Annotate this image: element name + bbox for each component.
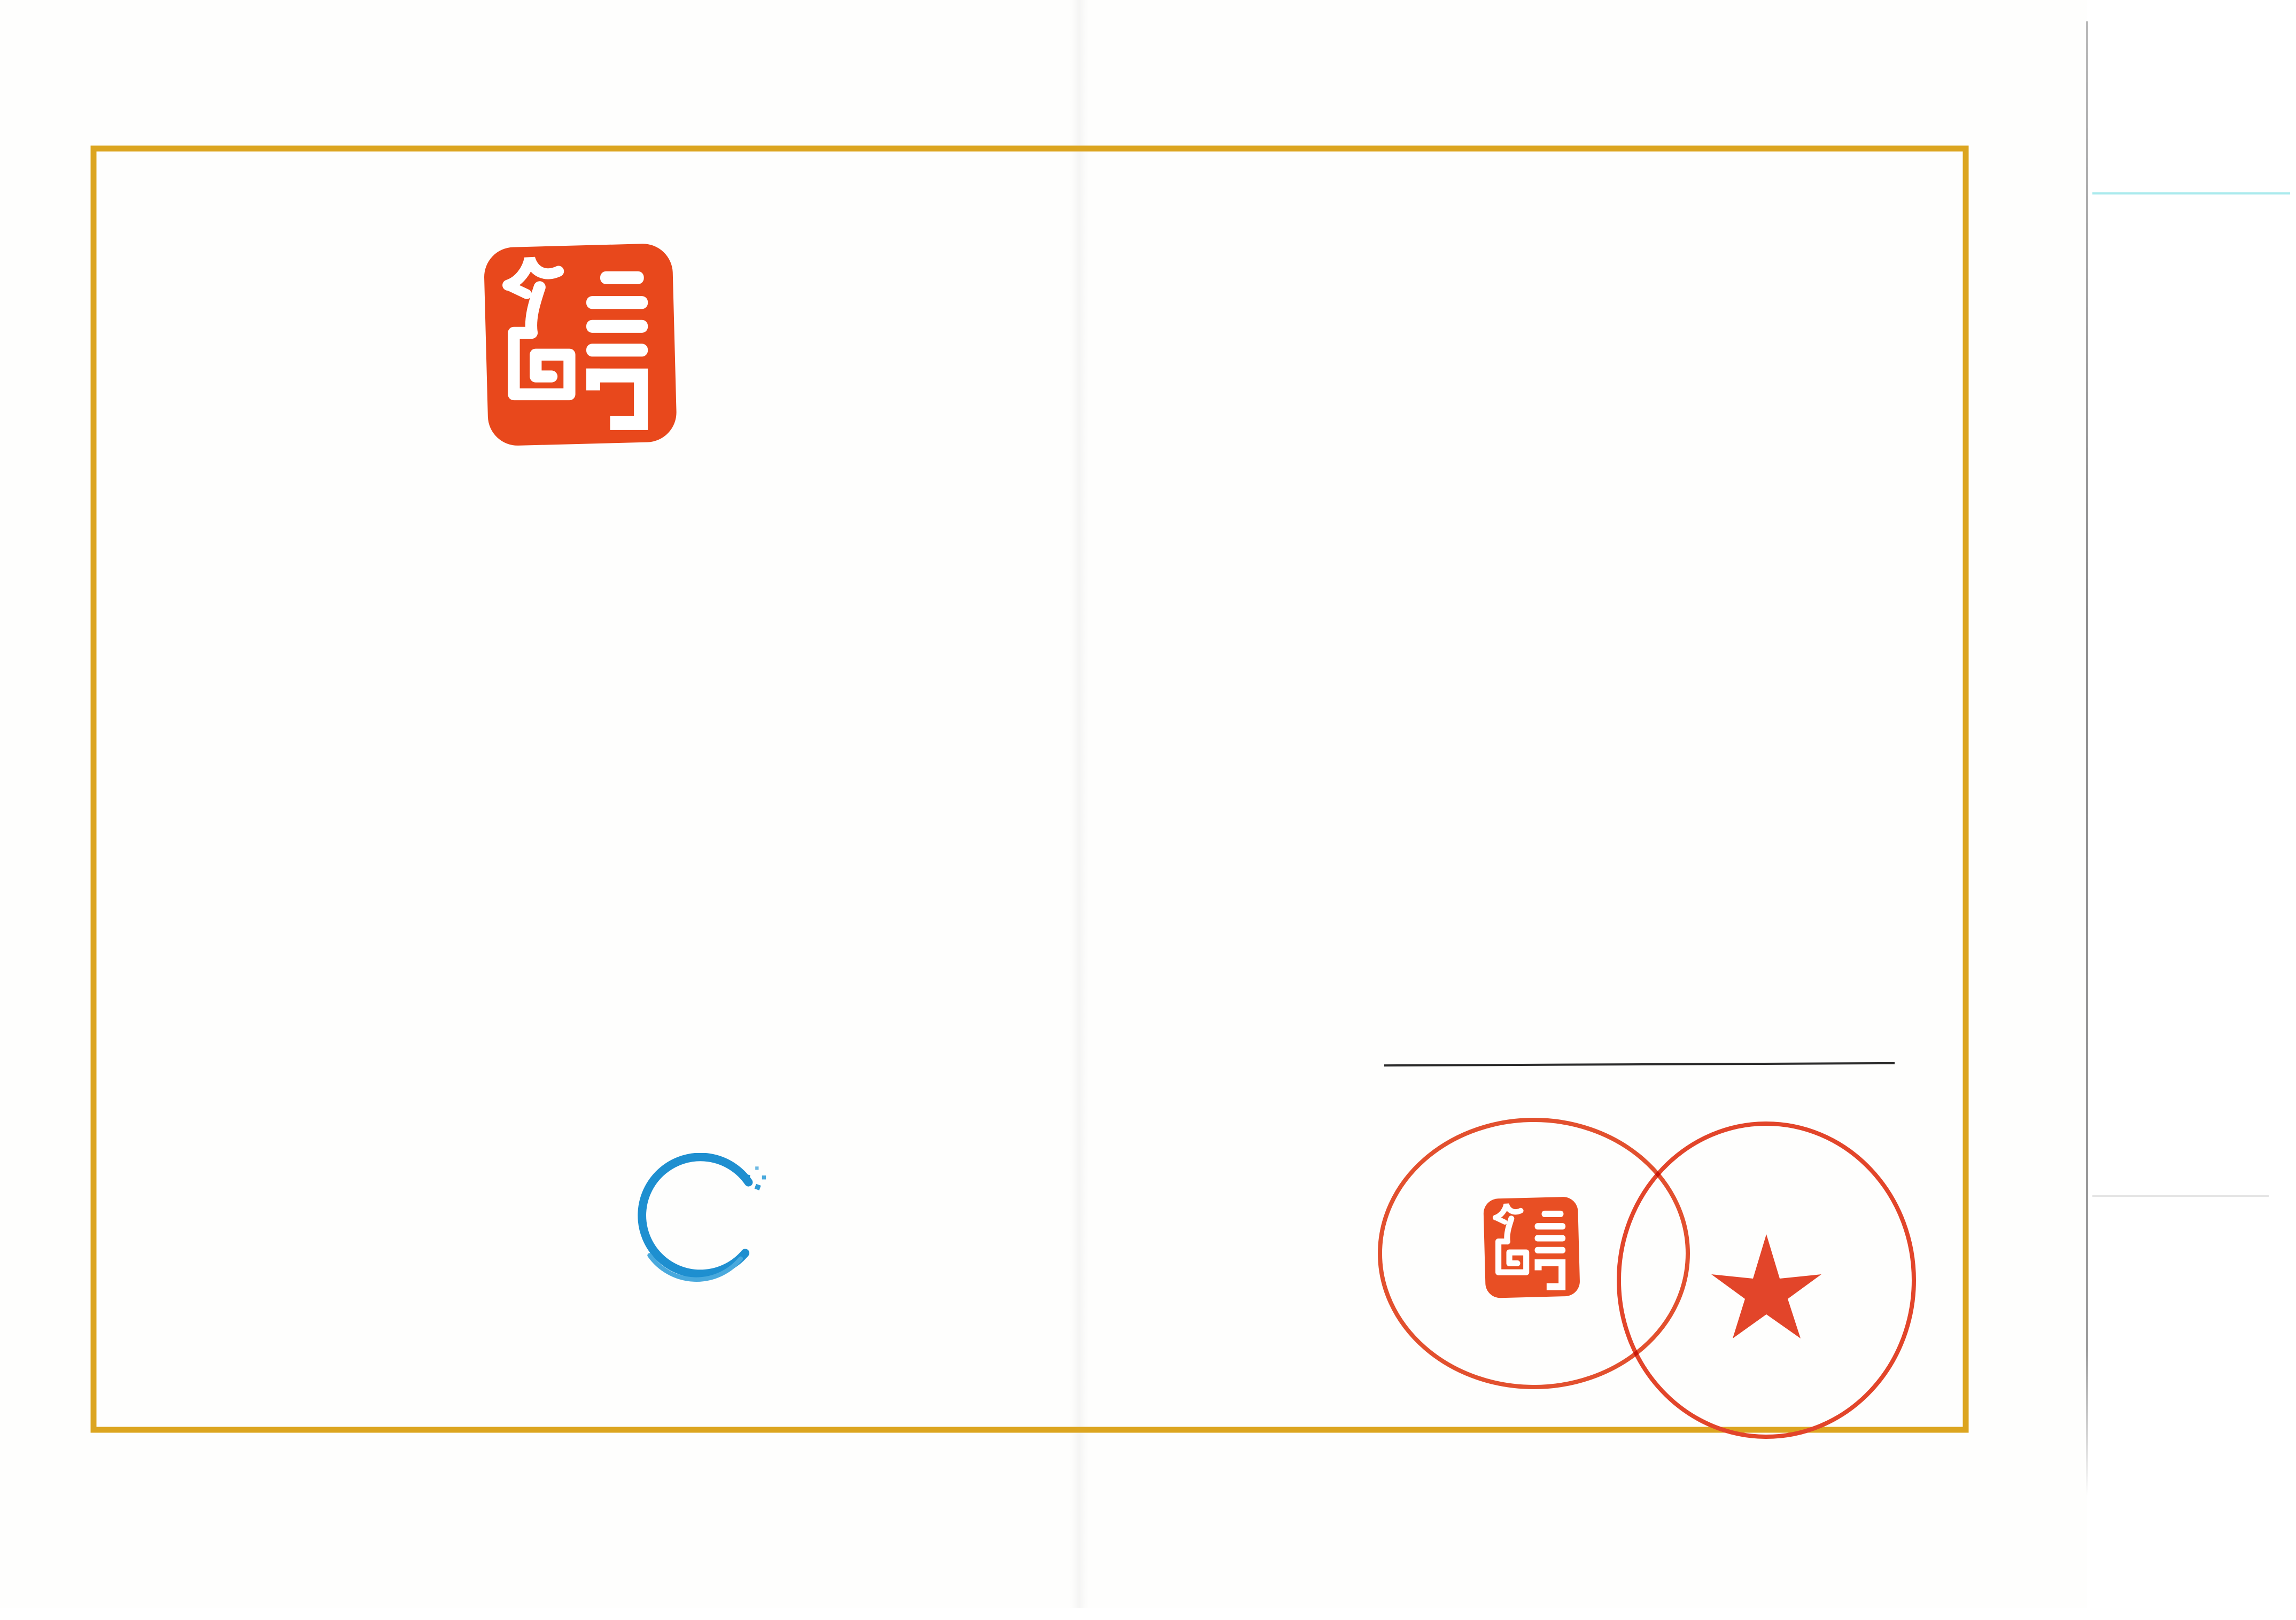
scan-artifact-line xyxy=(2092,1195,2269,1197)
scan-artifact-line xyxy=(2092,192,2290,194)
